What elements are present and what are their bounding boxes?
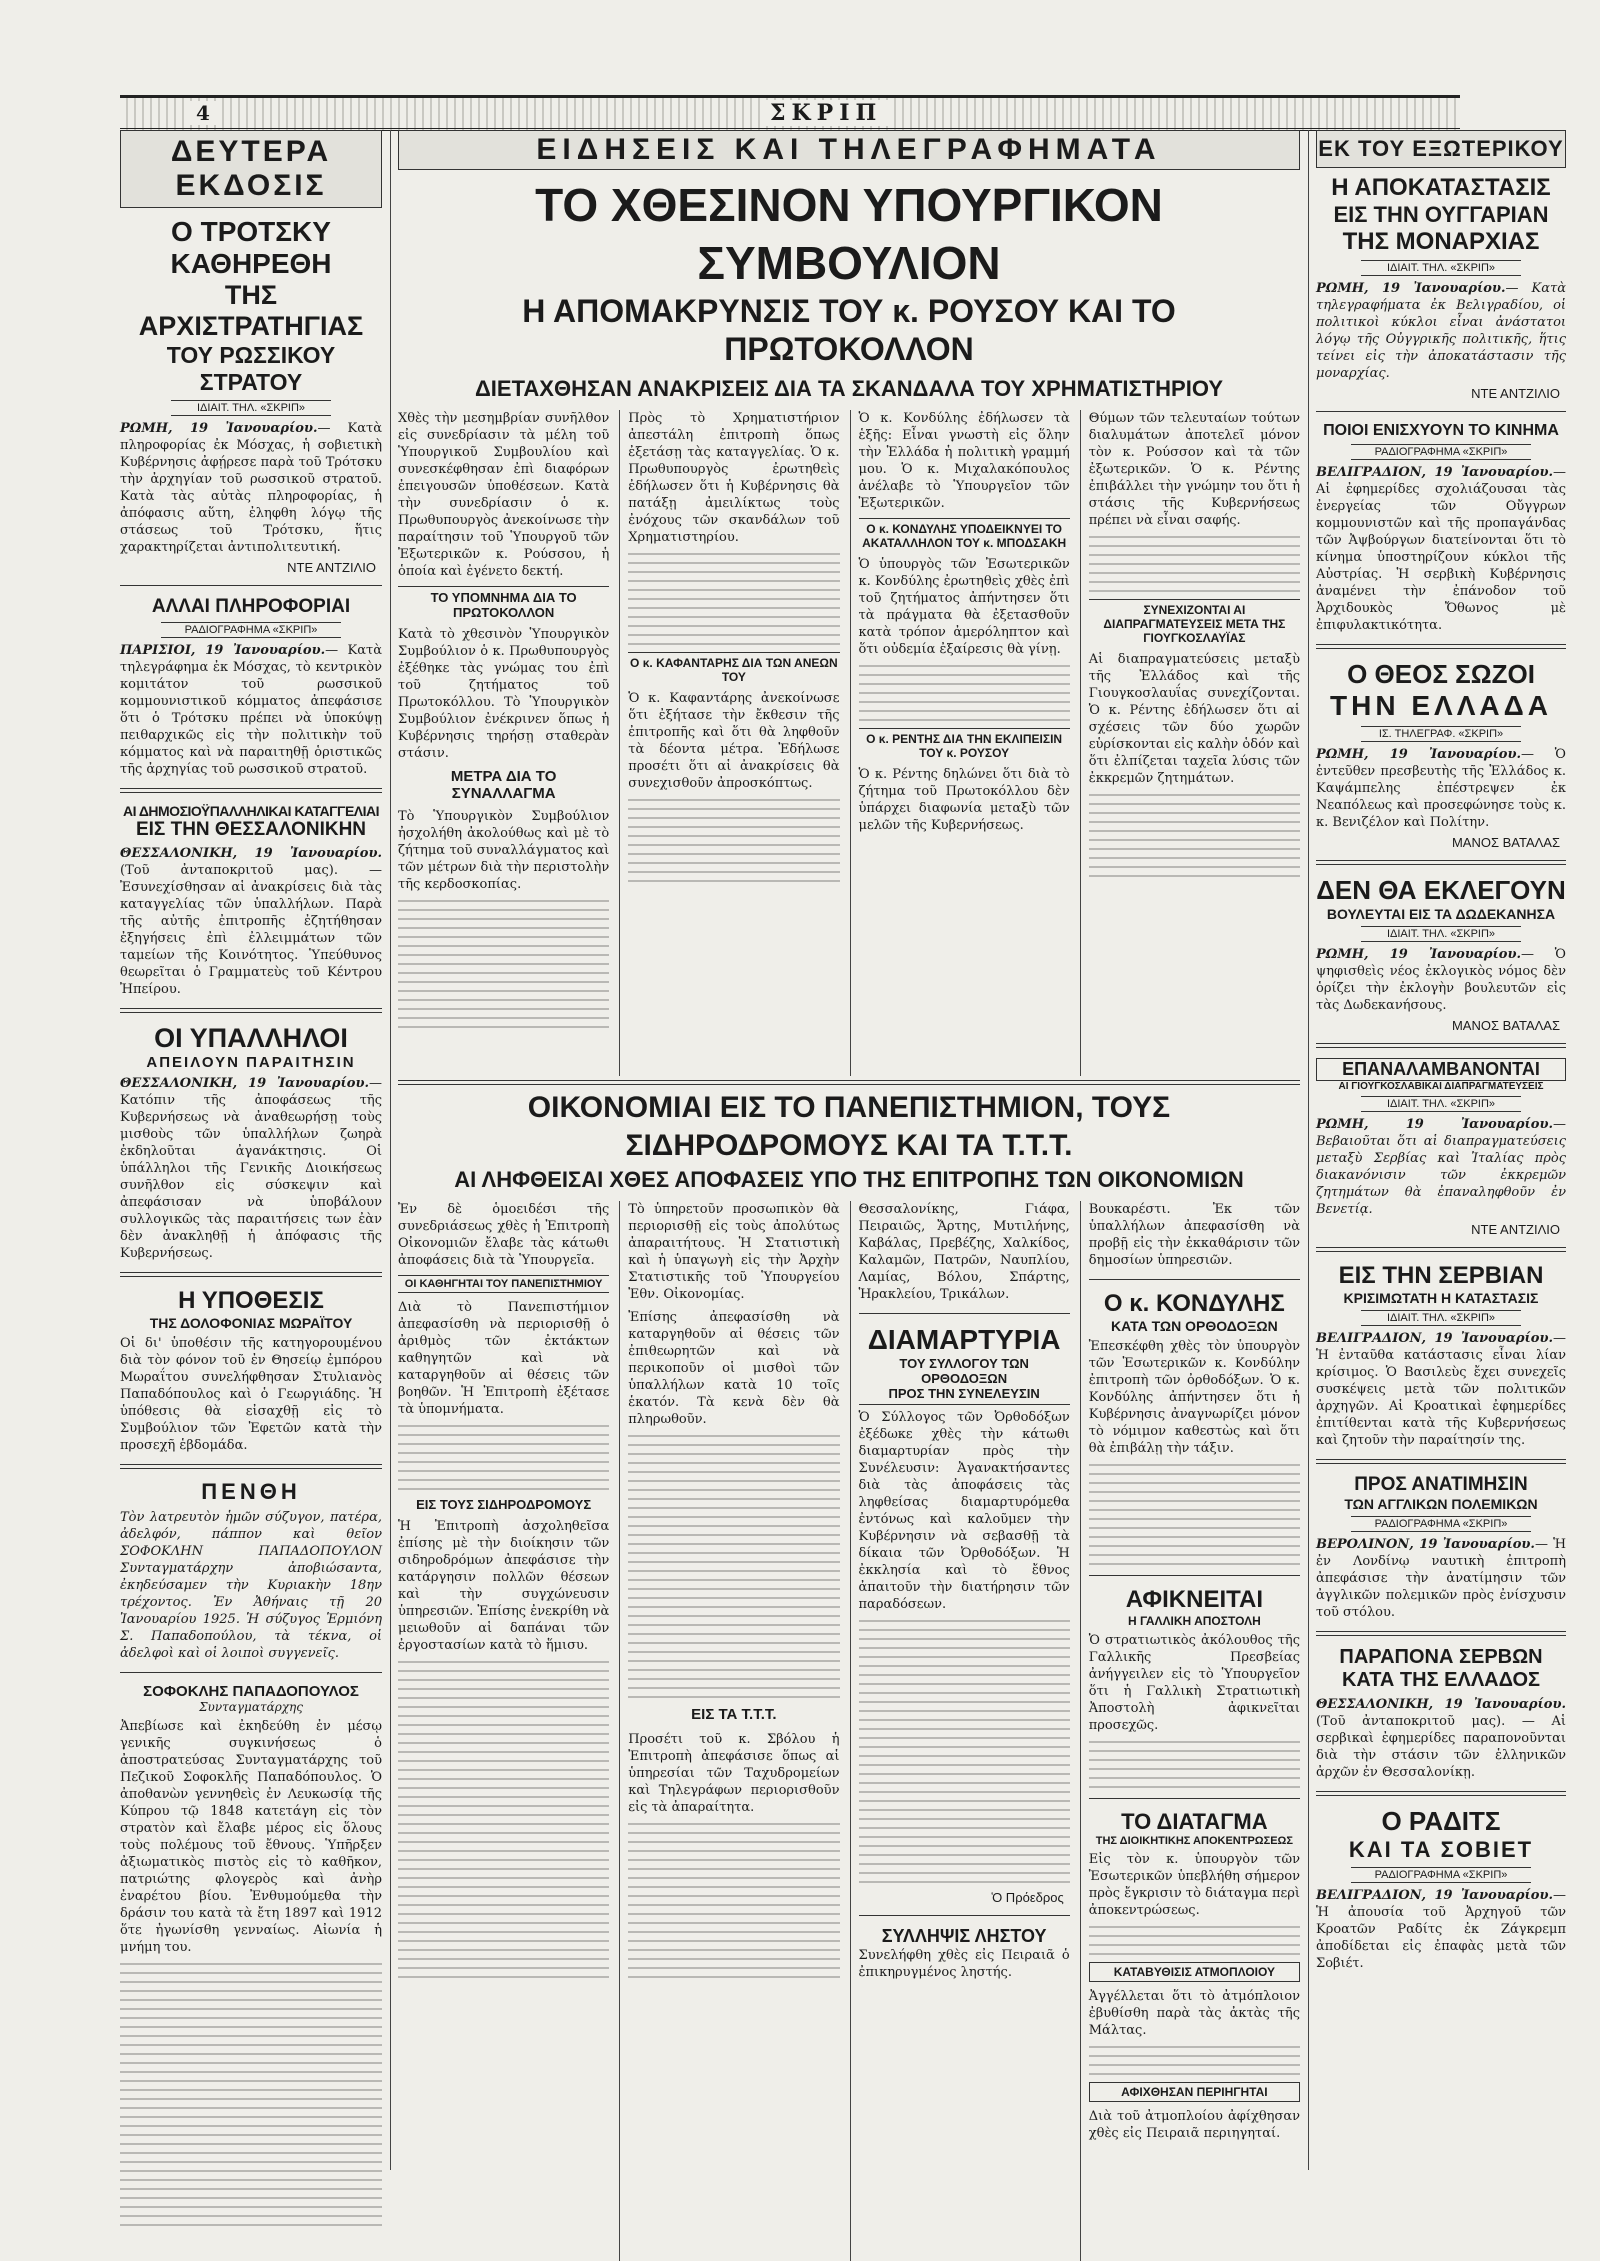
article-text: — Κατὰ τηλεγράφημα ἐκ Μόσχας, τὸ κεντρικὸν κομιτάτον τοῦ ρωσσικοῦ κομμουνιστικοῦ κόμματος ἀπεφάσισε ὅτι ὁ Τρότσκυ πρέπει νὰ ὑποκύψῃ πειθαρχικῶς εἰς τὴν πολιτικὴν τοῦ κόμματος καὶ νὰ παραιτηθῇ ὁριστικῶς τῆς ἀρχηγίας τοῦ ρωσσικοῦ στρατοῦ. bbox=[120, 643, 382, 777]
article-column bbox=[398, 1201, 609, 2261]
subheadline: ΟΙ ΚΑΘΗΓΗΤΑΙ ΤΟΥ ΠΑΝΕΠΙΣΤΗΜΙΟΥ bbox=[398, 1275, 609, 1293]
subheadline: ΚΑΤΑΒΥΘΙΣΙΣ ΑΤΜΟΠΛΟΙΟΥ bbox=[1089, 1962, 1300, 1982]
dateline: ΡΩΜΗ, 19 Ἰανουαρίου. bbox=[1316, 947, 1522, 962]
article-serbia bbox=[1316, 1262, 1566, 1449]
headline: ΠΕΝΘΗ bbox=[201, 1479, 301, 1504]
headline: ΤΩΝ ΑΓΓΛΙΚΩΝ ΠΟΛΕΜΙΚΩΝ bbox=[1344, 1496, 1538, 1512]
credit: ΙΣ. ΤΗΛΕΓΡΑΦ. «ΣΚΡΙΠ» bbox=[1361, 726, 1521, 742]
subheadline: ΚΑΤΑ ΤΩΝ ΟΡΘΟΔΟΞΩΝ bbox=[1111, 1318, 1278, 1334]
dateline: ΘΕΣΣΑΛΟΝΙΚΗ, 19 Ἰανουαρίου. bbox=[120, 1076, 369, 1091]
headline: ΑΙ ΓΙΟΥΓΚΟΣΛΑΒΙΚΑΙ ΔΙΑΠΡΑΓΜΑΤΕΥΣΕΙΣ bbox=[1338, 1081, 1544, 1092]
signature: ΝΤΕ ΑΝΤΖΙΛΙΟ bbox=[1471, 386, 1560, 401]
article-thessaloniki bbox=[120, 803, 382, 998]
article-text: Ὁ κ. Ρέντης δηλώνει ὅτι διὰ τὸ ζήτημα τοῦ Πρωτοκόλλου δὲν ὑπάρχει διαφωνία μεταξὺ τῶν μελῶν τῆς Κυβερνήσεως. bbox=[858, 767, 1070, 833]
dateline: ΘΕΣΣΑΛΟΝΙΚΗ, 19 Ἰανουαρίου. bbox=[1316, 1697, 1566, 1712]
article-serb-complaints bbox=[1316, 1646, 1566, 1781]
economy-subheadline: ΑΙ ΛΗΦΘΕΙΣΑΙ ΧΘΕΣ ΑΠΟΦΑΣΕΙΣ ΥΠΟ ΤΗΣ ΕΠΙΤΡΟΠΗΣ ΤΩΝ ΟΙΚΟΝΟΜΙΩΝ bbox=[454, 1167, 1244, 1192]
article-text: Θεσσαλονίκης, Γιάφα, Πειραιῶς, Ἄρτης, Μυτιλήνης, Καβάλας, Πρεβέζης, Χαλκίδος, Καλαμῶν, Πατρῶν, Ναυπλίου, Λαμίας, Βόλου, Σπάρτης, Ἡρακλείου, Τρικάλων. bbox=[858, 1202, 1070, 1302]
article-text: Ἐπεσκέφθη χθὲς τὸν ὑπουργὸν τῶν Ἐσωτερικῶν κ. Κονδύλην ἐπιτροπὴ τῶν ὀρθοδόξων. Ὁ κ. Κονδύλης ἀπήντησεν ὅτι ἡ Κυβέρνησις ἀναγνωρίζει μόνον τὸ νόμιμον καθεστὼς καὶ ὅτι θὰ ἐπιβάλῃ τὴν τάξιν. bbox=[1088, 1339, 1300, 1456]
article-text: Ὁ κ. Κονδύλης ἐδήλωσεν τὰ ἑξῆς: Εἶναι γνωστὴ εἰς ὅλην τὴν Ἑλλάδα ἡ πολιτικὴ γραμμή μου. Ὁ κ. Μιχαλακόπουλος ἀνέλαβε τὸ Ὑπουργεῖον τῶν Ἐξωτερικῶν. bbox=[858, 411, 1070, 511]
dateline: ΘΕΣΣΑΛΟΝΙΚΗ, 19 Ἰανουαρίου. bbox=[120, 846, 382, 861]
subheadline: ΑΦΙΧΘΗΣΑΝ ΠΕΡΙΗΓΗΤΑΙ bbox=[1089, 2082, 1300, 2102]
article-text: Βουκαρέστι. Ἐκ τῶν ὑπαλλήλων ἀπεφασίσθη νὰ προβῇ εἰς τὴν ἐκκαθάρισιν τῶν δημοσίων ὑπηρεσιῶν. bbox=[1088, 1202, 1300, 1268]
article-text: Ἐπίσης ἀπεφασίσθη νὰ καταργηθοῦν αἱ θέσεις τῶν ἐπιθεωρητῶν καὶ νὰ περικοποῦν οἱ μισθοὶ τῶν ὑπαλλήλων κατὰ 10 τοῖς ἑκατόν. Τὰ κενὰ δὲν θὰ πληρωθοῦν. bbox=[628, 1310, 840, 1427]
headline: ΣΟΦΟΚΛΗΣ ΠΑΠΑΔΟΠΟΥΛΟΣ bbox=[143, 1683, 359, 1700]
signature: ΜΑΝΟΣ ΒΑΤΑΛΑΣ bbox=[1451, 1018, 1560, 1033]
headline: ΤΟ ΔΙΑΤΑΓΜΑ bbox=[1121, 1809, 1268, 1834]
article-text: — Κατὰ πληροφορίας ἐκ Μόσχας, ἡ σοβιετικὴ Κυβέρνησις ἀφῄρεσε παρὰ τοῦ Τρότσκυ τὴν ἀρχηγίαν τοῦ ρωσσικοῦ στρατοῦ. Κατὰ τὰς αὐτὰς πληροφορίας, ἡ ἀπόφασις αὕτη, ἐληφθη λόγῳ τῆς στάσεως τοῦ Τρότσκυ, ἥτις χαρακτηρίζεται ἀντιπολιτευτική. bbox=[120, 421, 382, 555]
headline: ΤΗΣ ΜΟΝΑΡΧΙΑΣ bbox=[1342, 228, 1540, 255]
headline: ΑΦΙΚΝΕΙΤΑΙ bbox=[1125, 1586, 1264, 1613]
article-movement bbox=[1316, 422, 1566, 634]
article-text: Προσέτι τοῦ κ. Σβόλου ἡ Ἐπιτροπὴ ἀπεφάσισε ὅπως αἱ ὑπηρεσίαι τῶν Ταχυδρομείων καὶ Τηλεγράφων περιορισθοῦν εἰς τὰ ἀπαραίτητα. bbox=[628, 1732, 840, 1815]
credit: ΙΔΙΑΙΤ. ΤΗΛ. «ΣΚΡΙΠ» bbox=[1361, 926, 1521, 942]
article-column bbox=[619, 410, 839, 1076]
article-other-info bbox=[120, 596, 382, 778]
headline: ΤΗΣ ΔΟΛΟΦΟΝΙΑΣ ΜΩΡΑΪΤΟΥ bbox=[149, 1315, 353, 1331]
article-employees bbox=[120, 1023, 382, 1262]
headline: ΠΡΟΣ ΑΝΑΤΙΜΗΣΙΝ bbox=[1354, 1474, 1528, 1495]
headline: Ο κ. ΚΟΝΔΥΛΗΣ bbox=[1103, 1290, 1285, 1317]
article-text: Ὁ Σύλλογος τῶν Ὀρθοδόξων ἐξέδωκε χθὲς τὴν κάτωθι διαμαρτυρίαν πρὸς τὴν Συνέλευσιν: Ἀγανακτήσαντες διὰ τὰς ἀποφάσεις τὰς ληφθείσας διαμαρτυρόμεθα ἐντόνως καὶ καλοῦμεν τὴν Κυβέρνησιν νὰ σεβασθῇ τὰ δίκαια τῶν Ὀρθοδόξων. Ἡ ἐκκλησία καὶ τὸ ἔθνος ἀπαιτοῦν τὴν διατήρησιν τῶν παραδόσεων. bbox=[858, 1410, 1070, 1612]
article-text: — Αἱ ἐφημερίδες σχολιάζουσαι τὰς ἐνεργείας τῶν Οὔγγρων κομμουνιστῶν καὶ τῆς προπαγάνδας τῶν Ἀψβούργων διατείνονται ὅτι τὸ κίνημα ὑποστηρίζουν κύκλοι τῆς Αὐστρίας. Ἡ σερβικὴ Κυβέρνησις ἀναμένει τὴν ἐπάνοδον τοῦ Ἀρχιδουκὸς Ὄθωνος μὲ ἐπιφυλακτικότητα. bbox=[1316, 465, 1566, 633]
article-text: Διὰ τοῦ ἀτμοπλοίου ἀφίχθησαν χθὲς εἰς Πειραιᾶ περιηγηταί. bbox=[1088, 2109, 1300, 2141]
headline: ΕΙΣ ΤΗΝ ΘΕΣΣΑΛΟΝΙΚΗΝ bbox=[135, 819, 367, 840]
article-text: Εἰς τὸν κ. ὑπουργὸν τῶν Ἐσωτερικῶν ὑπεβλήθη σήμερον πρὸς ἔγκρισιν τὸ διάταγμα περὶ ἀποκεντρώσεως. bbox=[1088, 1852, 1300, 1918]
article-text: Τὸ Ὑπουργικὸν Συμβούλιον ἠσχολήθη ἀκολούθως καὶ μὲ τὸ ζήτημα τοῦ συναλλάγματος καὶ τῶν μέτρων διὰ τὴν περιστολὴν τῆς κερδοσκοπίας. bbox=[398, 809, 610, 892]
headline: ΠΑΡΑΠΟΝΑ ΣΕΡΒΩΝ bbox=[1339, 1646, 1543, 1668]
subheadline: ΕΙΣ ΤΑ Τ.Τ.Τ. bbox=[691, 1706, 777, 1723]
subheadline: Ο κ. ΚΟΝΔΥΛΗΣ ΥΠΟΔΕΙΚΝΥΕΙ ΤΟ ΑΚΑΤΑΛΛΗΛΟΝ ΤΟΥ κ. ΜΠΟΔΣΑΚΗ bbox=[859, 518, 1070, 550]
masthead bbox=[120, 95, 1460, 131]
headline: ΤΗΣ ΑΡΧΙΣΤΡΑΤΗΓΙΑΣ bbox=[138, 280, 364, 341]
article-text: Ἡ Ἐπιτροπὴ ἀσχοληθεῖσα ἐπίσης μὲ τὴν διοίκησιν τῶν σιδηροδρόμων ἀπεφάσισε τὴν κατάργησιν πολλῶν θέσεων καὶ τὴν συγχώνευσιν ὑπηρεσιῶν. Ἐπίσης ἐνεκρίθη νὰ μειωθοῦν αἱ δαπάναι τῶν ἐργοστασίων κατὰ τὸ ἥμισυ. bbox=[398, 1519, 610, 1653]
column-rule bbox=[1308, 130, 1309, 2170]
dateline: ΡΩΜΗ, 19 Ἰανουαρίου. bbox=[1316, 1117, 1553, 1132]
headline: Ο ΡΑΔΙΤΣ bbox=[1381, 1806, 1501, 1836]
right-column bbox=[1316, 130, 1566, 1972]
article-god-save bbox=[1316, 659, 1566, 850]
signature: ΝΤΕ ΑΝΤΖΙΛΙΟ bbox=[287, 560, 376, 575]
headline: ΒΟΥΛΕΥΤΑΙ ΕΙΣ ΤΑ ΔΩΔΕΚΑΝΗΣΑ bbox=[1326, 906, 1556, 922]
article-text: Ἐν δὲ ὁμοειδέσι τῆς συνεδριάσεως χθὲς ἡ Ἐπιτροπὴ Οἰκονομιῶν ἔλαβε τὰς κάτωθι ἀποφάσεις διὰ τὰ Ὑπουργεῖα. bbox=[398, 1202, 610, 1268]
article-column bbox=[1080, 1201, 1300, 2261]
subheadline: ΤΟ ΥΠΟΜΝΗΜΑ ΔΙΑ ΤΟ ΠΡΩΤΟΚΟΛΛΟΝ bbox=[398, 586, 609, 620]
article-text: Θύμων τῶν τελευταίων τούτων διαλυμάτων ἀποτελεῖ μόνον τὸν κ. Ρούσσον καὶ τὰ τῶν ἐξωτερικῶν. Ὁ κ. Ρέντης ἐπιβάλλει τὴν γνώμην του ὅτι ἡ στάσις τῆς Κυβερνήσεως πρέπει νὰ εἶναι σαφής. bbox=[1088, 411, 1300, 528]
article-text: Ἀπεβίωσε καὶ ἐκηδεύθη ἐν μέσῳ γενικῆς συγκινήσεως ὁ ἀποστρατεύσας Συνταγματάρχης τοῦ Πεζικοῦ Σοφοκλῆς Παπαδόπουλος. Ὁ ἀποθανὼν γεννηθεὶς ἐν Λευκωσίᾳ τῆς Κύπρου τῷ 1848 κατετάγη εἰς τὸν στρατὸν καὶ ἔλαβε μέρος εἰς ὅλους τοὺς πολέμους τοῦ ἔθνους. Ὑπῆρξεν ἀξιωματικὸς πιστὸς εἰς τὸ καθῆκον, πατριώτης φλογερὸς καὶ ἀνὴρ ἐναρέτου βίου. Ἐνθυμούμεθα τὴν δράσιν του κατὰ τὰ ἔτη 1897 καὶ 1912 ὅτε ἠγωνίσθη γενναίως. Αἰωνία ἡ μνήμη του. bbox=[120, 1719, 382, 1955]
article-text: — Ὁ ψηφισθεὶς νέος ἐκλογικὸς νόμος δὲν ὁρίζει τὴν ἐκλογὴν βουλευτῶν εἰς τὰς Δωδεκανήσους. bbox=[1316, 947, 1566, 1013]
dateline: ΒΕΡΟΛΙΝΟΝ, 19 Ἰανουαρίου. bbox=[1316, 1537, 1535, 1552]
article-text: Συνελήφθη χθὲς εἰς Πειραιᾶ ὁ ἐπικηρυγμένος ληστής. bbox=[858, 1948, 1070, 1980]
subheadline: ΕΙΣ ΤΟΥΣ ΣΙΔΗΡΟΔΡΟΜΟΥΣ bbox=[416, 1497, 592, 1512]
article-column bbox=[619, 1201, 839, 2261]
article-text: Διὰ τὸ Πανεπιστήμιον ἀπεφασίσθη νὰ περιορισθῇ ὁ ἀριθμὸς τῶν ἐκτάκτων καθηγητῶν καὶ νὰ καταργηθοῦν αἱ θέσεις τῶν βοηθῶν. Ἡ Ἐπιτροπὴ ἐξέτασε τὰ ὑπομνήματα. bbox=[398, 1300, 610, 1417]
main-deck: ΔΙΕΤΑΧΘΗΣΑΝ ΑΝΑΚΡΙΣΕΙΣ ΔΙΑ ΤΑ ΣΚΑΝΔΑΛΑ ΤΟΥ ΧΡΗΜΑΤΙΣΤΗΡΙΟΥ bbox=[474, 376, 1224, 401]
headline: ΑΠΕΙΛΟΥΝ ΠΑΡΑΙΤΗΣΙΝ bbox=[146, 1054, 356, 1071]
foreign-news-band: ΕΚ ΤΟΥ ΕΞΩΤΕΡΙΚΟΥ bbox=[1316, 130, 1566, 168]
subheadline: Ο κ. ΡΕΝΤΗΣ ΔΙΑ ΤΗΝ ΕΚΛΙΠΕΙΣΙΝ ΤΟΥ κ. ΡΟΥΣΟΥ bbox=[859, 728, 1070, 760]
article-text: Ὁ στρατιωτικὸς ἀκόλουθος τῆς Γαλλικῆς Πρεσβείας ἀνήγγειλεν εἰς τὸ Ὑπουργεῖον ὅτι ἡ Γαλλικὴ Στρατιωτικὴ Ἀποστολὴ ἀφικνεῖται προσεχῶς. bbox=[1088, 1633, 1300, 1733]
dateline: ΠΑΡΙΣΙΟΙ, 19 Ἰανουαρίου. bbox=[120, 643, 326, 658]
economy-headline: ΟΙΚΟΝΟΜΙΑΙ ΕΙΣ ΤΟ ΠΑΝΕΠΙΣΤΗΜΙΟΝ, ΤΟΥΣ ΣΙΔΗΡΟΔΡΟΜΟΥΣ ΚΑΙ ΤΑ Τ.Τ.Τ. bbox=[527, 1091, 1171, 1162]
headline: ΠΟΙΟΙ ΕΝΙΣΧΥΟΥΝ ΤΟ ΚΙΝΗΜΑ bbox=[1323, 422, 1559, 439]
article-hungary bbox=[1316, 174, 1566, 401]
credit: ΡΑΔΙΟΓΡΑΦΗΜΑ «ΣΚΡΙΠ» bbox=[1351, 1867, 1531, 1883]
article-text: Ἀγγέλλεται ὅτι τὸ ἀτμόπλοιον ἐβυθίσθη παρὰ τὰς ἀκτὰς τῆς Μάλτας. bbox=[1088, 1989, 1300, 2038]
article-text: — Ἡ ἀπουσία τοῦ Ἀρχηγοῦ τῶν Κροατῶν Ραδίτς ἐκ Ζάγκρεμπ ἀποδίδεται εἰς ἐπαφὰς μετὰ τῶν Σοβιέτ. bbox=[1316, 1888, 1566, 1971]
article-negotiations bbox=[1316, 1058, 1566, 1237]
headline: Η ΑΠΟΚΑΤΑΣΤΑΣΙΣ bbox=[1331, 174, 1551, 201]
headline: ΤΗΝ ΕΛΛΑΔΑ bbox=[1330, 690, 1552, 721]
headline: ΚΑΙ ΤΑ ΣΟΒΙΕΤ bbox=[1348, 1837, 1534, 1862]
dateline: ΒΕΛΙΓΡΑΔΙΟΝ, 19 Ἰανουαρίου. bbox=[1316, 1888, 1553, 1903]
signature: ΝΤΕ ΑΝΤΖΙΛΙΟ bbox=[1471, 1222, 1560, 1237]
headline: ΕΙΣ ΤΗΝ ΣΕΡΒΙΑΝ bbox=[1338, 1262, 1544, 1289]
article-text: Ὁ ὑπουργὸς τῶν Ἐσωτερικῶν κ. Κονδύλης ἐρωτηθεὶς χθὲς ἐπὶ τοῦ ζητήματος ἀπήντησεν ὅτι τὰ πράγματα θὰ ἐξετασθοῦν κατὰ τρόπον ἀμερόληπτον καὶ ὅτι οὐδεμία ἐξαίρεσις θὰ γίνῃ. bbox=[858, 557, 1070, 657]
left-column bbox=[120, 130, 382, 2233]
article-text: Οἱ δι' ὑποθέσιν τῆς κατηγορουμένου διὰ τὸν φόνον τοῦ ἐν Θησείῳ ἐμπόρου Μωραΐτου συνελήφθησαν Στυλιανὸς Παπαδόπουλος καὶ ὁ Γεωργιάδης. Ἡ ὑπόθεσις θὰ εἰσαχθῇ εἰς τὸ Συμβούλιον τῶν Ἐφετῶν κατὰ τὴν προσεχῆ ἑβδομάδα. bbox=[120, 1336, 382, 1453]
signature: ΜΑΝΟΣ ΒΑΤΑΛΑΣ bbox=[1451, 835, 1560, 850]
subheadline: ΤΗΣ ΔΙΟΙΚΗΤΙΚΗΣ ΑΠΟΚΕΝΤΡΩΣΕΩΣ bbox=[1095, 1835, 1293, 1847]
article-text: Ὁ κ. Καφαντάρης ἀνεκοίνωσε ὅτι ἐξήτασε τὴν ἔκθεσιν τῆς ἐπιτροπῆς καὶ ὅτι θὰ ληφθοῦν τὰ δέοντα μέτρα. Ἐδήλωσε προσέτι ὅτι αἱ ἀνακρίσεις θὰ συνεχισθοῦν ἀπροσκόπτως. bbox=[628, 691, 840, 791]
headline: Ο ΤΡΟΤΣΚΥ ΚΑΘΗΡΕΘΗ bbox=[170, 216, 332, 279]
article-text: — Ἡ ἐνταῦθα κατάστασις εἶναι λίαν κρίσιμος. Ὁ Βασιλεὺς ἔχει συνεχεῖς συσκέψεις μετὰ τῶν πολιτικῶν ἀρχηγῶν. Αἱ Κροατικαὶ ἐφημερίδες ἐπιτίθενται κατὰ τῆς Κυβερνήσεως καὶ ζητοῦν τὴν παραίτησίν της. bbox=[1316, 1331, 1566, 1448]
article-column bbox=[1080, 410, 1300, 1076]
main-headline: ΤΟ ΧΘΕΣΙΝΟΝ ΥΠΟΥΡΓΙΚΟΝ ΣΥΜΒΟΥΛΙΟΝ bbox=[535, 179, 1163, 289]
credit: ΡΑΔΙΟΓΡΑΦΗΜΑ «ΣΚΡΙΠ» bbox=[161, 622, 341, 638]
headline: Η ΥΠΟΘΕΣΙΣ bbox=[178, 1287, 324, 1314]
headline: ΟΙ ΥΠΑΛΛΗΛΟΙ bbox=[154, 1023, 348, 1053]
article-text: Πρὸς τὸ Χρηματιστήριον ἀπεστάλη ἐπιτροπὴ ὅπως ἐξετάσῃ τὰς καταγγελίας. Ὁ κ. Πρωθυπουργὸς ἐρωτηθεὶς ἐδήλωσεν ὅτι ἡ Κυβέρνησις θὰ πατάξῃ ἀμειλίκτως τοὺς ἐνόχους τῶν σκανδάλων τοῦ Χρηματιστηρίου. bbox=[628, 411, 840, 545]
article-text: — Ὁ ἐντεῦθεν πρεσβευτὴς τῆς Ἑλλάδος κ. Καψάμπελης ἐπέστρεψεν ἐκ Νεαπόλεως καὶ προσεφώνησε τοὺς κ. κ. Βενιζέλον καὶ Πολίτην. bbox=[1316, 747, 1566, 830]
article-text: — Βεβαιοῦται ὅτι αἱ διαπραγματεύσεις μεταξὺ Σερβίας καὶ Ἰταλίας πρὸς διακανόνισιν τῶν ἐκκρεμῶν ζητημάτων θὰ ἐπαναληφθοῦν ἐν Βενετίᾳ. bbox=[1316, 1117, 1566, 1217]
subheadline: Συνταγματάρχης bbox=[199, 1700, 303, 1714]
news-telegrams-band: ΕΙΔΗΣΕΙΣ ΚΑΙ ΤΗΛΕΓΡΑΦΗΜΑΤΑ bbox=[398, 130, 1300, 170]
dateline: ΒΕΛΙΓΡΑΔΙΟΝ, 19 Ἰανουαρίου. bbox=[1316, 1331, 1553, 1346]
headline: ΚΑΤΑ ΤΗΣ ΕΛΛΑΔΟΣ bbox=[1341, 1669, 1541, 1691]
article-text: — Ἡ ἐν Λονδίνῳ ναυτικὴ ἐπιτροπὴ ἀπεφάσισε τὴν ἀνατίμησιν τῶν ἀγγλικῶν πολεμικῶν πρὸς ἐνίσχυσιν τοῦ στόλου. bbox=[1316, 1537, 1566, 1620]
article-obituaries bbox=[120, 1479, 382, 2226]
credit: ΙΔΙΑΙΤ. ΤΗΛ. «ΣΚΡΙΠ» bbox=[1361, 1096, 1521, 1112]
article-column bbox=[850, 410, 1070, 1076]
article-text: Κατὰ τὸ χθεσινὸν Ὑπουργικὸν Συμβούλιον ὁ κ. Πρωθυπουργὸς ἐξέθηκε τὰς γνώμας του ἐπὶ τοῦ ζητήματος τοῦ Πρωτοκόλλου. Τὸ Ὑπουργικὸν Συμβούλιον ἐνέκρινεν ὅπως ἡ Κυβέρνησις τηρήσῃ σταθερὰν στάσιν. bbox=[398, 627, 610, 761]
article-text: — Κατὰ τηλεγραφήματα ἐκ Βελιγραδίου, οἱ πολιτικοὶ κύκλοι εἶναι ἀνάστατοι λόγῳ τῆς Οὐγγρικῆς πολιτικῆς, ἥτις τείνει εἰς τὴν ἀποκατάστασιν τῆς μοναρχίας. bbox=[1316, 281, 1566, 381]
headline: ΤΟΥ ΡΩΣΣΙΚΟΥ ΣΤΡΑΤΟΥ bbox=[166, 342, 336, 395]
headline: ΔΕΝ ΘΑ ΕΚΛΕΓΟΥΝ bbox=[1316, 875, 1566, 905]
headline: ΑΙ ΔΗΜΟΣΙΟΫΠΑΛΛΗΛΙΚΑΙ ΚΑΤΑΓΓΕΛΙΑΙ bbox=[122, 803, 380, 819]
headline: ΔΙΑΜΑΡΤΥΡΙΑ bbox=[867, 1324, 1061, 1355]
page-number: 4 bbox=[190, 101, 216, 125]
dateline: ΡΩΜΗ, 19 Ἰανουαρίου. bbox=[1316, 281, 1506, 296]
credit: ΙΔΙΑΙΤ. ΤΗΛ. «ΣΚΡΙΠ» bbox=[171, 400, 331, 416]
subheadline: ΣΥΝΕΧΙΖΟΝΤΑΙ ΑΙ ΔΙΑΠΡΑΓΜΑΤΕΥΣΕΙΣ ΜΕΤΑ ΤΗΣ ΓΙΟΥΓΚΟΣΛΑΥΪΑΣ bbox=[1089, 599, 1300, 645]
subheadline: ΠΡΟΣ ΤΗΝ ΣΥΝΕΛΕΥΣΙΝ bbox=[859, 1386, 1070, 1405]
dateline: ΒΕΛΙΓΡΑΔΙΟΝ, 19 Ἰανουαρίου. bbox=[1316, 465, 1553, 480]
headline: ΕΙΣ ΤΗΝ ΟΥΓΓΑΡΙΑΝ bbox=[1333, 202, 1549, 227]
economy-columns bbox=[398, 1201, 1300, 2261]
article-column bbox=[398, 410, 609, 1076]
article-text: Τὸ ὑπηρετοῦν προσωπικὸν θὰ περιορισθῇ εἰς τοὺς ἀπολύτως ἀπαραιτήτους. Ἡ Στατιστικὴ καὶ ἡ ὑπαγωγὴ εἰς τὴν Ἀρχὴν Στατιστικῆς τοῦ Ὑπουργείου Ἐθν. Οἰκονομίας. bbox=[628, 1202, 840, 1302]
main-subheadline: Η ΑΠΟΜΑΚΡΥΝΣΙΣ ΤΟΥ κ. ΡΟΥΣΟΥ ΚΑΙ ΤΟ ΠΡΩΤΟΚΟΛΛΟΝ bbox=[522, 293, 1176, 367]
dateline: ΡΩΜΗ, 19 Ἰανουαρίου. bbox=[1316, 747, 1522, 762]
headline: ΑΛΛΑΙ ΠΛΗΡΟΦΟΡΙΑΙ bbox=[151, 596, 351, 617]
credit: ΙΔΙΑΙΤ. ΤΗΛ. «ΣΚΡΙΠ» bbox=[1361, 260, 1521, 276]
headline: Ο ΘΕΟΣ ΣΩΖΟΙ bbox=[1347, 659, 1535, 689]
headline: ΣΥΛΛΗΨΙΣ ΛΗΣΤΟΥ bbox=[881, 1926, 1047, 1946]
headline: ΕΠΑΝΑΛΑΜΒΑΝΟΝΤΑΙ bbox=[1316, 1058, 1566, 1081]
credit: ΡΑΔΙΟΓΡΑΦΗΜΑ «ΣΚΡΙΠ» bbox=[1351, 1516, 1531, 1532]
headline: ΚΡΙΣΙΜΩΤΑΤΗ Η ΚΑΤΑΣΤΑΣΙΣ bbox=[1343, 1290, 1539, 1306]
article-trotsky bbox=[120, 216, 382, 575]
signature: Ὁ Πρόεδρος bbox=[991, 1890, 1064, 1905]
subheadline: ΜΕΤΡΑ ΔΙΑ ΤΟ ΣΥΝΑΛΛΑΓΜΑ bbox=[450, 768, 557, 802]
article-text: (Τοῦ ἀνταποκριτοῦ μας). — Αἱ σερβικαὶ ἐφημερίδες παραπονοῦνται διὰ τὴν στάσιν τῶν ἑλληνικῶν ἀρχῶν ἐν Θεσσαλονίκῃ. bbox=[1316, 1714, 1566, 1780]
subheadline: Ο κ. ΚΑΦΑΝΤΑΡΗΣ ΔΙΑ ΤΩΝ ΑΝΕΩΝ ΤΟΥ bbox=[628, 652, 839, 684]
dateline: ΡΩΜΗ, 19 Ἰανουαρίου. bbox=[120, 421, 318, 436]
paper-name: ΣΚΡΙΠ bbox=[760, 100, 892, 126]
credit: ΡΑΔΙΟΓΡΑΦΗΜΑ «ΣΚΡΙΠ» bbox=[1351, 444, 1531, 460]
article-raditch bbox=[1316, 1806, 1566, 1972]
article-text: Χθὲς τὴν μεσημβρίαν συνῆλθον εἰς συνεδρίασιν τὰ μέλη τοῦ Ὑπουργικοῦ Συμβουλίου καὶ συνεσκέφθησαν ἐπὶ διαφόρων ἐπειγουσῶν ὑποθέσεων. Κατὰ τὴν συνεδρίασιν ὁ κ. Πρωθυπουργὸς ἀνεκοίνωσε τὴν παραίτησιν τοῦ Ὑπουργοῦ τῶν Ἐξωτερικῶν κ. Ρούσσου, ἡ ὁποία καὶ ἐγένετο δεκτή. bbox=[398, 411, 610, 579]
article-text: Τὸν λατρευτὸν ἡμῶν σύζυγον, πατέρα, ἀδελφόν, πάππον καὶ θεῖον ΣΟΦΟΚΛΗΝ ΠΑΠΑΔΟΠΟΥΛΟΝ Συνταγματάρχην ἀποβιώσαντα, ἐκηδεύσαμεν τὴν Κυριακὴν 18ην τρέχοντος. Ἐν Ἀθήναις τῇ 20 Ἰανουαρίου 1925. Ἡ σύζυγος Ἑρμιόνη Σ. Παπαδοπούλου, τὰ τέκνα, οἱ ἀδελφοὶ καὶ οἱ λοιποὶ συγγενεῖς. bbox=[120, 1510, 382, 1661]
top-article-columns bbox=[398, 410, 1300, 1076]
subheadline: Η ΓΑΛΛΙΚΗ ΑΠΟΣΤΟΛΗ bbox=[1127, 1614, 1261, 1628]
article-text: — Κατόπιν τῆς ἀποφάσεως τῆς Κυβερνήσεως νὰ ἀναθεωρήσῃ τοὺς μισθοὺς τῶν ὑπαλλήλων ζωηρὰ ἐκδηλοῦται ἀγανάκτησις. Οἱ ὑπάλληλοι τῆς Γενικῆς Διοικήσεως συνῆλθον εἰς σύσκεψιν καὶ ἀπεφάσισαν νὰ ὑποβάλουν συλλογικῶς τὰς παραιτήσεις των ἐὰν δὲν ἀνακληθῇ ἡ ἀπόφασις τῆς Κυβερνήσεως. bbox=[120, 1076, 382, 1261]
credit: ΙΔΙΑΙΤ. ΤΗΛ. «ΣΚΡΙΠ» bbox=[1361, 1310, 1521, 1326]
article-column bbox=[850, 1201, 1070, 2261]
article-dodecanese bbox=[1316, 875, 1566, 1033]
article-text: (Τοῦ ἀνταποκριτοῦ μας). — Ἐσυνεχίσθησαν αἱ ἀνακρίσεις διὰ τὰς καταγγελίας τῶν ὑπαλλήλων. Παρὰ τῆς αὐτῆς ἐπιτροπῆς ἐζητήθησαν ἐξηγήσεις ἐπὶ ἐλλειμμάτων τῶν ταμείων τῆς Κοινότητος. Ὑπεύθυνος θεωρεῖται ὁ Γραμματεὺς τοῦ Κέντρου Ἠπείρου. bbox=[120, 863, 382, 997]
second-edition-band: ΔΕΥΤΕΡΑ ΕΚΔΟΣΙΣ bbox=[120, 130, 382, 208]
article-text: Αἱ διαπραγματεύσεις μεταξὺ τῆς Ἑλλάδος καὶ τῆς Γιουγκοσλαυΐας συνεχίζονται. Ὁ κ. Ρέντης ἐδήλωσεν ὅτι αἱ σχέσεις τῶν δύο χωρῶν εὑρίσκονται εἰς καλὴν ὁδόν καὶ ὅτι ἐλπίζεται ταχεῖα λύσις τῶν ἐκκρεμῶν ζητημάτων. bbox=[1088, 652, 1300, 786]
subheadline: ΤΟΥ ΣΥΛΛΟΓΟΥ ΤΩΝ ΟΡΘΟΔΟΞΩΝ bbox=[899, 1356, 1029, 1386]
center-column bbox=[398, 130, 1300, 2261]
article-murder-case bbox=[120, 1287, 382, 1454]
column-rule bbox=[390, 130, 391, 2170]
article-warships bbox=[1316, 1474, 1566, 1621]
